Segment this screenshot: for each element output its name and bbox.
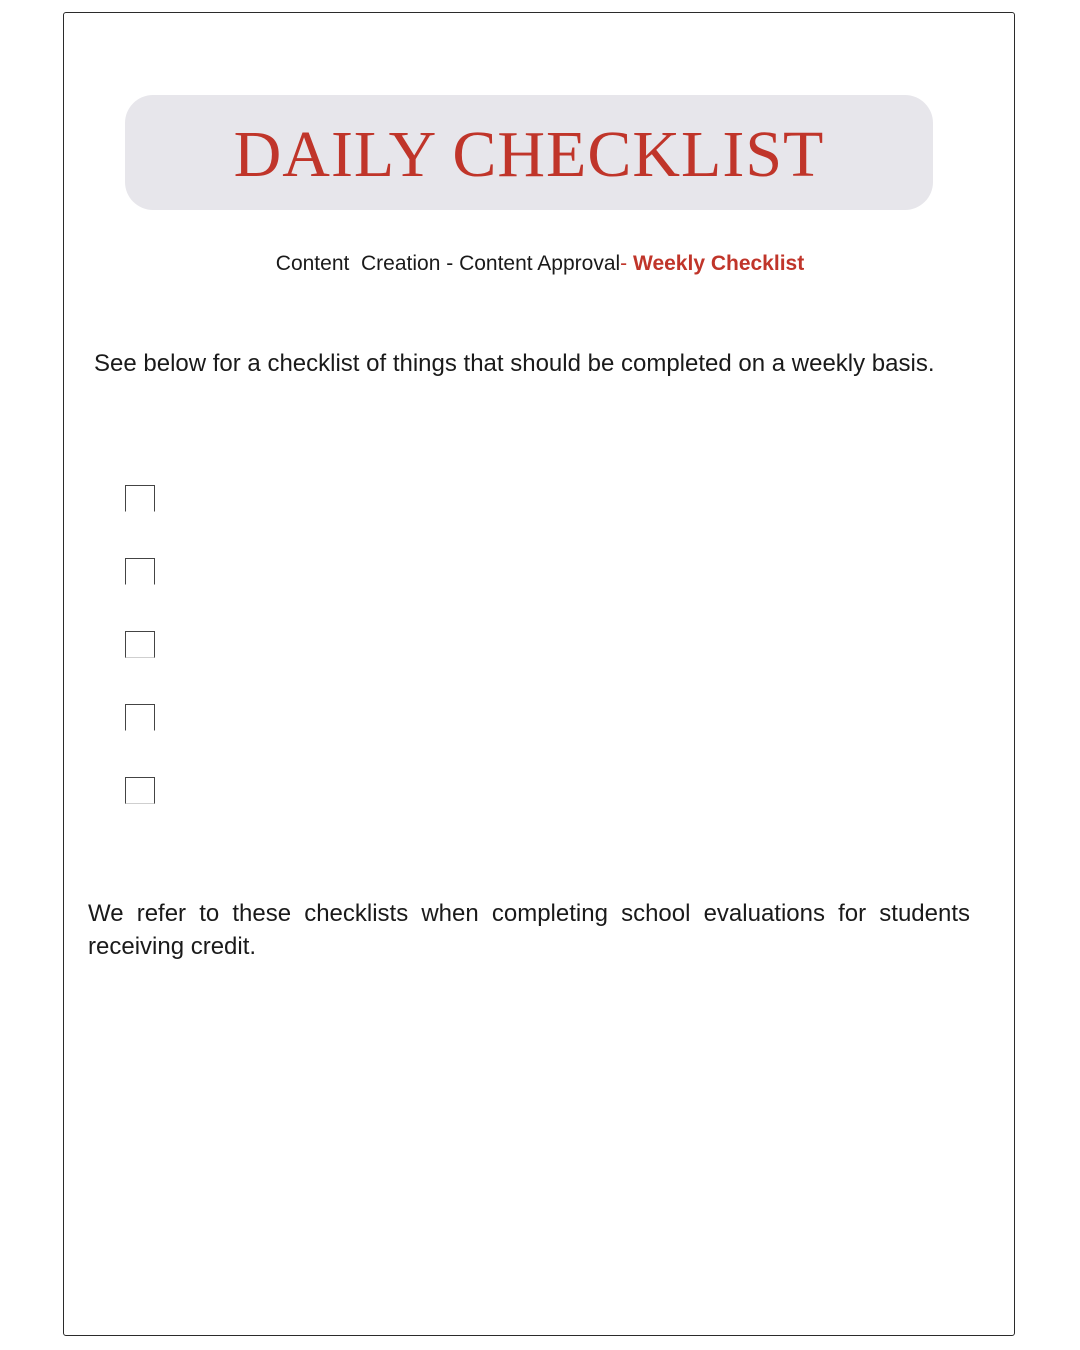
checklist-checkbox-5[interactable] — [125, 777, 155, 804]
checklist-checkbox-3[interactable] — [125, 631, 155, 658]
nav-separator: - — [620, 252, 633, 275]
checklist — [125, 485, 155, 850]
nav-separator: - — [440, 252, 460, 275]
title-banner — [125, 95, 933, 210]
nav-content-approval[interactable]: Content Approval — [459, 252, 621, 275]
breadcrumb — [0, 252, 1080, 276]
nav-content-creation[interactable]: Content Creation — [275, 252, 441, 275]
checklist-checkbox-1[interactable] — [125, 485, 155, 512]
footer-note: We refer to these checklists when completing school evaluations for students receiving credit. — [88, 900, 970, 960]
checklist-checkbox-2[interactable] — [125, 558, 155, 585]
page-frame — [63, 12, 1015, 1336]
page-title: DAILY CHECKLIST — [233, 117, 825, 191]
checklist-checkbox-4[interactable] — [125, 704, 155, 731]
intro-paragraph: See below for a checklist of things that should be completed on a weekly basis. — [94, 350, 935, 377]
nav-weekly-checklist[interactable]: Weekly Checklist — [633, 252, 805, 275]
